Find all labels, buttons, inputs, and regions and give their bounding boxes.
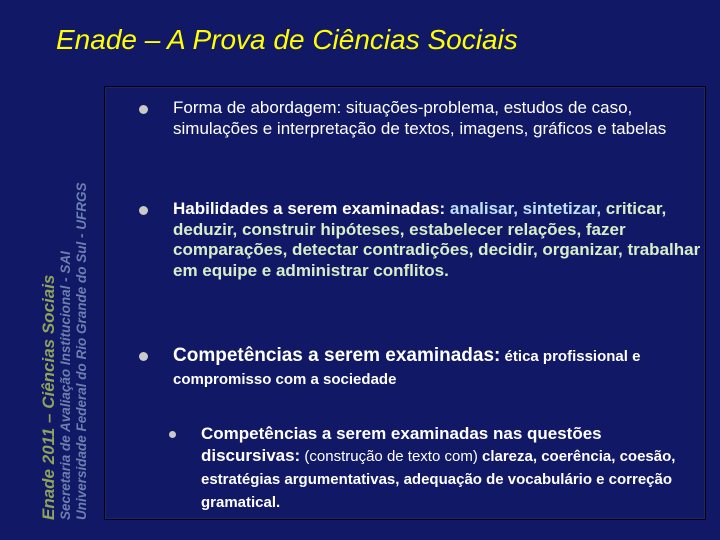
sub-paren: (construção de texto com) [300,448,478,465]
item-body-b: profissional e compromisso com a sociedade [173,348,641,388]
content-panel [104,86,706,520]
sidebar-line-3: Universidade Federal do Rio Grande do Sul - UFRGS [73,182,89,520]
item-heading: Forma de abordagem: [173,98,342,117]
bullet-item-abordagem [141,98,701,139]
item-body-highlight: analisar, sintetizar, [445,199,602,218]
sidebar-vertical-caption [22,90,106,520]
item-heading: Competências a serem examinadas: [173,345,501,366]
bullet-dot-icon [139,206,148,215]
item-heading: Habilidades a serem examinadas: [173,199,446,218]
sub-rest: clareza, coerência, coesão, estratégias argumentativas, adequação de vocabulário e correção gramatical. [201,448,676,511]
sub-bullet-discursivas [169,423,679,514]
bullet-item-competencias [141,345,701,391]
sub-heading: Competências a serem examinadas nas questões discursivas: [201,424,602,465]
item-body: situações-problema, estudos de caso, simulações e interpretação de textos, imagens, gráficos e tabelas [173,98,667,138]
bullet-dot-icon [169,431,176,438]
bullet-dot-icon [139,105,148,114]
bullet-dot-icon [139,352,148,361]
slide-title: Enade – A Prova de Ciências Sociais [56,24,518,55]
sidebar-line-2: Secretaria de Avaliação Institucional - SAI [58,251,74,520]
item-body-a: ética [500,348,539,365]
bullet-item-habilidades [141,199,701,281]
sidebar-line-1: Enade 2011 – Ciências Sociais [39,274,59,520]
item-body: criticar, deduzir, construir hipóteses, estabelecer relações, fazer comparações, detectar contradições, decidir, organizar, trabalhar em equipe e administrar conflitos. [173,199,701,280]
